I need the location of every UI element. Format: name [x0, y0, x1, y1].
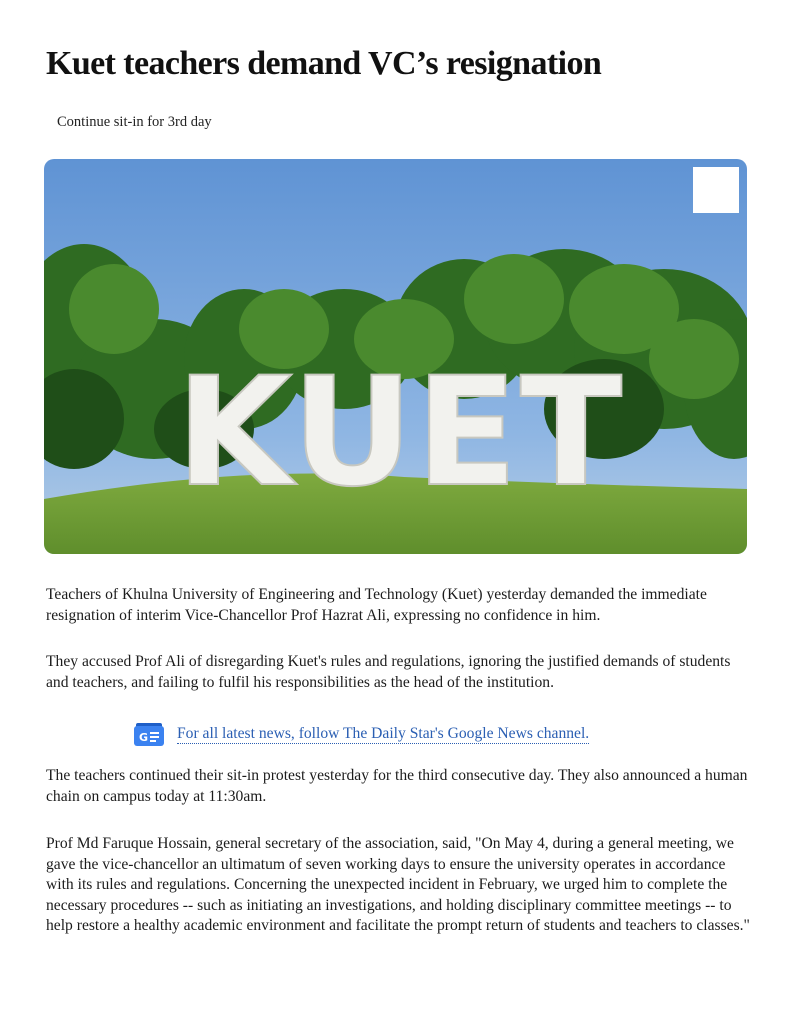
google-news-link[interactable]: For all latest news, follow The Daily Star's Google News channel.: [177, 724, 590, 742]
google-news-icon: [133, 721, 165, 747]
article-paragraph-1: Teachers of Khulna University of Engineering and Technology (Kuet) yesterday demanded the immediate resignation of interim Vice-Chancellor Prof Hazrat Ali, expressing no confidence in him.: [46, 586, 707, 624]
svg-text:G: G: [139, 731, 149, 744]
article-paragraph-4: Prof Md Faruque Hossain, general secretary of the association, said, "On May 4, during a general meeting, we gave the vice-chancellor an ultimatum of seven working days to ensure the university operates in accordance with its rules and regulations. Concerning the unexpected incident in February, we urged him to complete the necessary procedures -- such as initiating an investigations, and holding disciplinary committee meetings -- to help restore a healthy academic environment and facilitate the prompt return of students and teachers to classes.": [46, 835, 750, 934]
image-overlay-box: [693, 167, 739, 213]
article-subheadline: Continue sit-in for 3rd day: [57, 114, 212, 130]
kuet-sign: KUET: [176, 346, 625, 520]
article-hero-image: [44, 159, 747, 554]
article-paragraph-2: They accused Prof Ali of disregarding Kuet's rules and regulations, ignoring the justified demands of students and teachers, and failing to fulfil his responsibilities as the head of the institution.: [46, 653, 731, 691]
article-paragraph-3: The teachers continued their sit-in protest yesterday for the third consecutive day. They also announced a human chain on campus today at 11:30am.: [46, 767, 748, 805]
kuet-campus-photo: [44, 159, 747, 554]
google-news-promo[interactable]: [133, 720, 589, 748]
article-headline: Kuet teachers demand VC’s resignation: [46, 45, 602, 82]
